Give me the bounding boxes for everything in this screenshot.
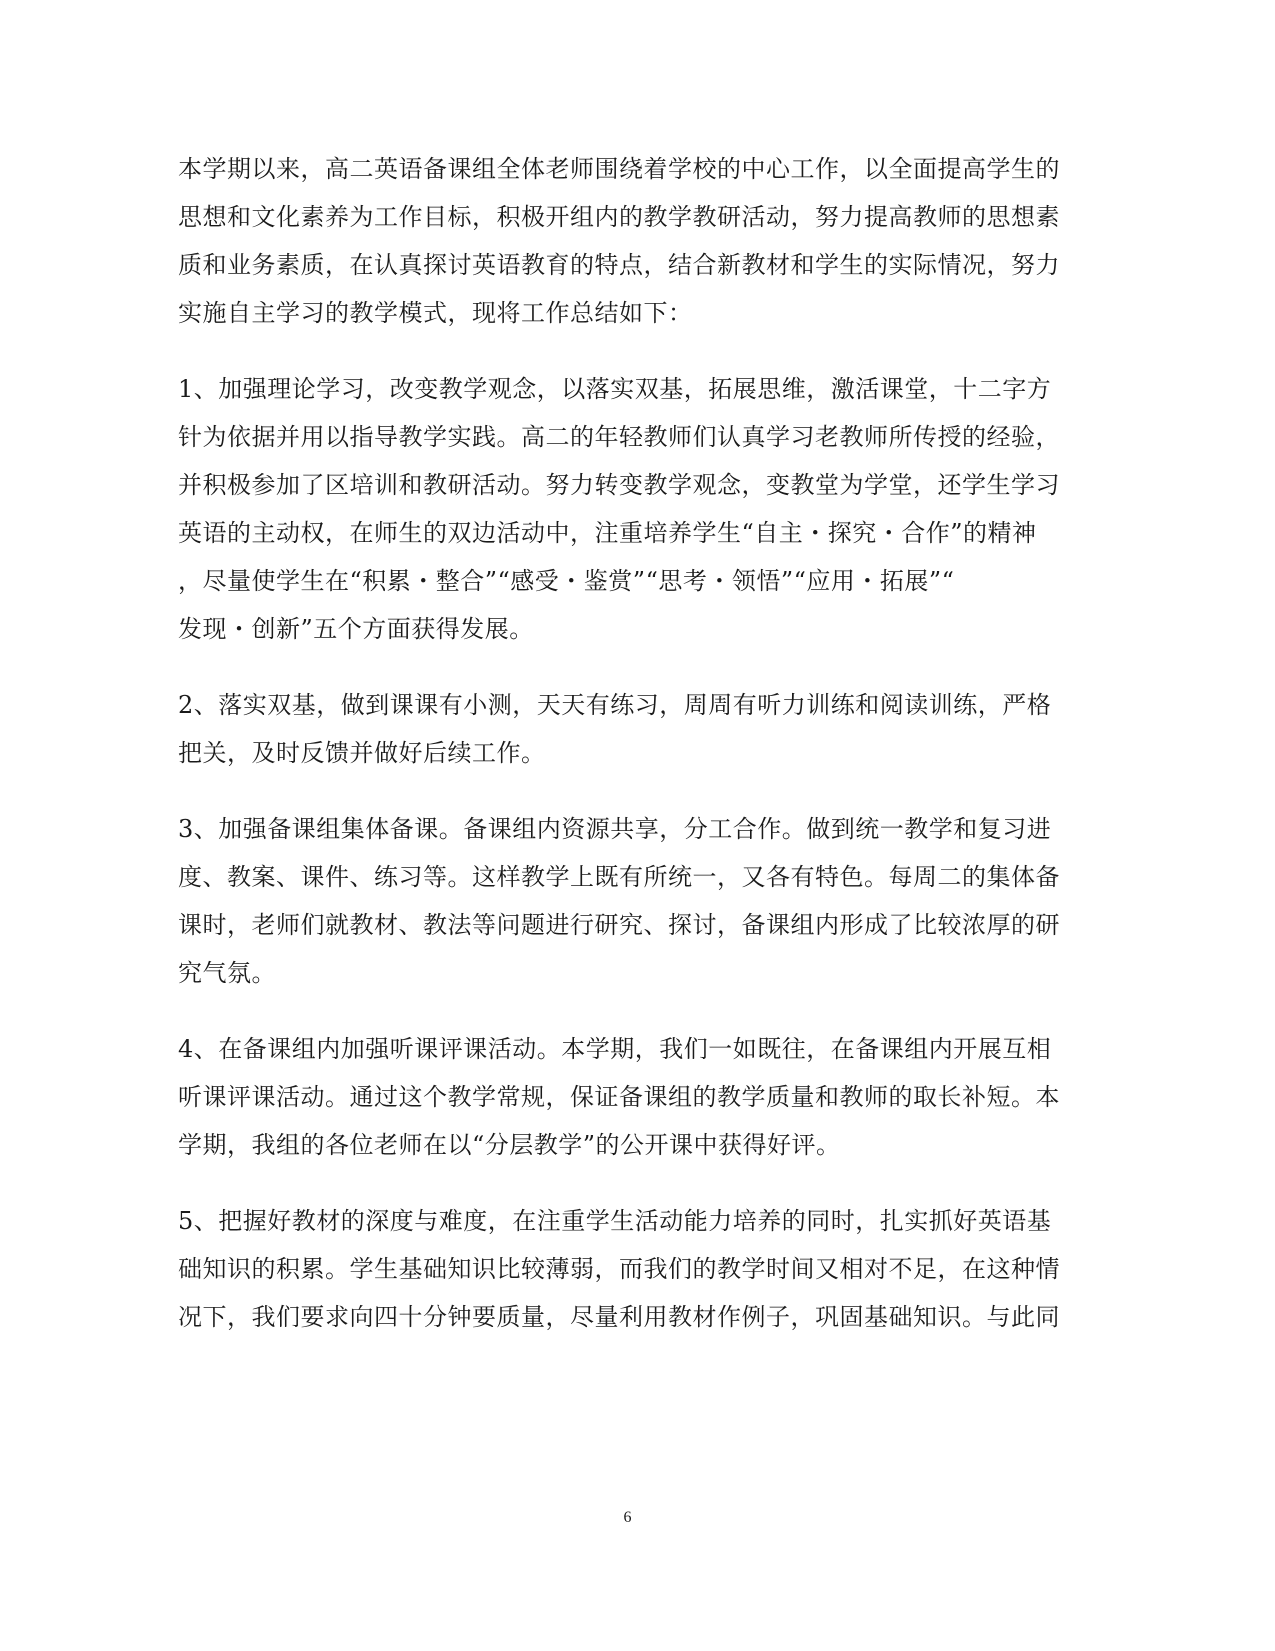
text-line: 度、教案、课件、练习等。这样教学上既有所统一，又各有特色。每周二的集体备 xyxy=(178,863,1060,891)
document-body xyxy=(178,153,1078,1377)
text-line: 把关，及时反馈并做好后续工作。 xyxy=(178,739,546,767)
text-line: 4、在备课组内加强听课评课活动。本学期，我们一如既往，在备课组内开展互相 xyxy=(178,1035,1052,1063)
text-line: 听课评课活动。通过这个教学常规，保证备课组的教学质量和教师的取长补短。本 xyxy=(178,1083,1060,1111)
text-line: 发现・创新”五个方面获得发展。 xyxy=(178,615,534,643)
text-line: 思想和文化素养为工作目标，积极开组内的教学教研活动，努力提高教师的思想素 xyxy=(178,203,1060,231)
text-line: 并积极参加了区培训和教研活动。努力转变教学观念，变教堂为学堂，还学生学习 xyxy=(178,471,1060,499)
page-number: 6 xyxy=(623,1509,632,1526)
text-line: 况下，我们要求向四十分钟要质量，尽量利用教材作例子，巩固基础知识。与此同 xyxy=(178,1303,1060,1331)
item-1-paragraph xyxy=(178,373,1078,645)
item-3-paragraph xyxy=(178,813,1078,989)
item-4-paragraph xyxy=(178,1033,1078,1161)
item-5-paragraph xyxy=(178,1205,1078,1333)
text-line: 5、把握好教材的深度与难度，在注重学生活动能力培养的同时，扎实抓好英语基 xyxy=(178,1207,1052,1235)
text-line: ，尽量使学生在“积累・整合”“感受・鉴赏”“思考・领悟”“应用・拓展”“ xyxy=(178,567,955,595)
text-line: 实施自主学习的教学模式，现将工作总结如下： xyxy=(178,299,693,327)
text-line: 英语的主动权，在师生的双边活动中，注重培养学生“自主・探究・合作”的精神 xyxy=(178,519,1037,547)
text-line: 2、落实双基，做到课课有小测，天天有练习，周周有听力训练和阅读训练，严格 xyxy=(178,691,1052,719)
text-line: 3、加强备课组集体备课。备课组内资源共享，分工合作。做到统一教学和复习进 xyxy=(178,815,1052,843)
text-line: 针为依据并用以指导教学实践。高二的年轻教师们认真学习老教师所传授的经验， xyxy=(178,423,1060,451)
intro-paragraph xyxy=(178,153,1078,329)
text-line: 1、加强理论学习，改变教学观念，以落实双基，拓展思维，激活课堂，十二字方 xyxy=(178,375,1052,403)
text-line: 本学期以来，高二英语备课组全体老师围绕着学校的中心工作，以全面提高学生的 xyxy=(178,155,1060,183)
text-line: 础知识的积累。学生基础知识比较薄弱，而我们的教学时间又相对不足，在这种情 xyxy=(178,1255,1060,1283)
text-line: 质和业务素质，在认真探讨英语教育的特点，结合新教材和学生的实际情况，努力 xyxy=(178,251,1060,279)
item-2-paragraph xyxy=(178,689,1078,769)
text-line: 学期，我组的各位老师在以“分层教学”的公开课中获得好评。 xyxy=(178,1131,841,1159)
text-line: 究气氛。 xyxy=(178,959,276,987)
text-line: 课时，老师们就教材、教法等问题进行研究、探讨，备课组内形成了比较浓厚的研 xyxy=(178,911,1060,939)
